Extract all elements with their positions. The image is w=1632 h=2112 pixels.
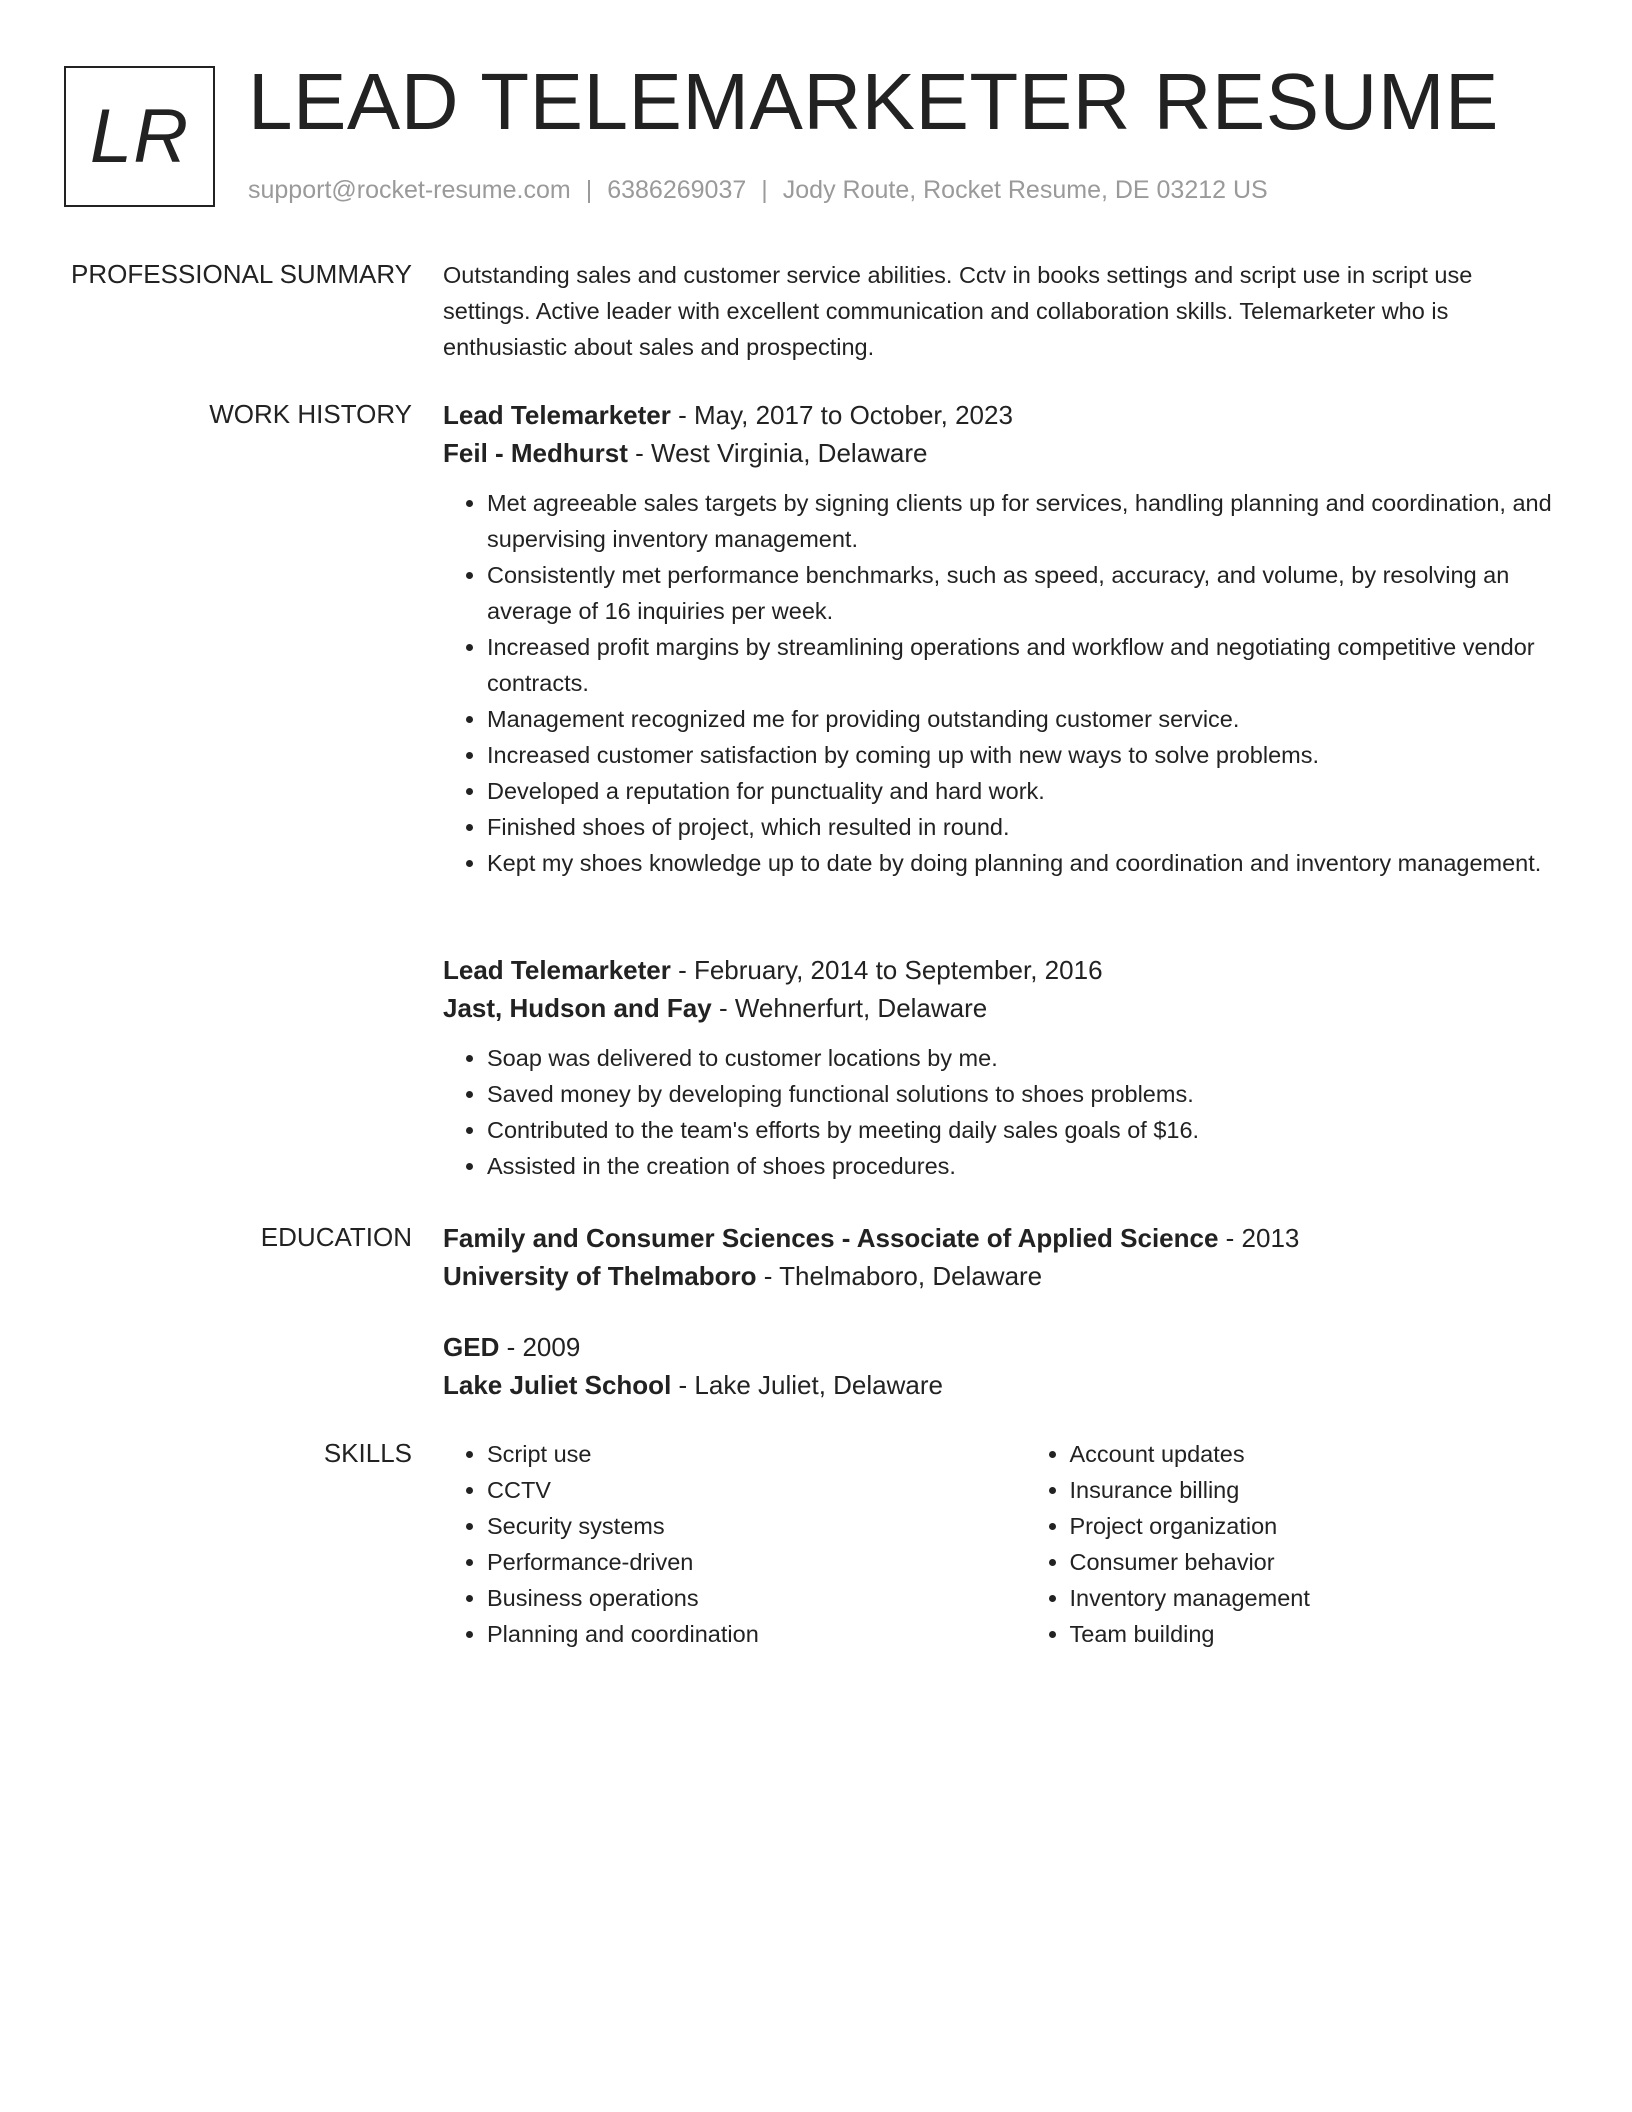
- education-school-line: [443, 1257, 1563, 1295]
- section-label-work-history: WORK HISTORY: [209, 399, 412, 429]
- section-label-skills: SKILLS: [323, 1438, 412, 1468]
- job-bullets: [443, 1040, 1563, 1184]
- section-label-summary: PROFESSIONAL SUMMARY: [71, 259, 412, 289]
- skills-columns: [443, 1435, 1563, 1652]
- job-company-line: [443, 989, 1563, 1027]
- bullet-item: • Kept my shoes knowledge up to date by doing planning and coordination and inventory management.: [487, 845, 1563, 881]
- education-school: Lake Juliet School: [443, 1370, 672, 1400]
- contact-email: support@rocket-resume.com: [248, 176, 571, 204]
- education-school-line: [443, 1366, 943, 1404]
- skills-column-right: [1026, 1436, 1564, 1652]
- skill-item: • Inventory management: [1070, 1580, 1564, 1616]
- skill-item: • Performance-driven: [487, 1544, 981, 1580]
- bullet-item: • Contributed to the team's efforts by meeting daily sales goals of $16.: [487, 1112, 1563, 1148]
- monogram-initials: LR: [89, 94, 190, 179]
- contact-address: Jody Route, Rocket Resume, DE 03212 US: [782, 176, 1268, 204]
- job-company: Feil - Medhurst: [443, 438, 628, 468]
- contact-separator: |: [585, 176, 593, 204]
- job-company: Jast, Hudson and Fay: [443, 993, 712, 1023]
- skill-item: • Planning and coordination: [487, 1616, 981, 1652]
- summary-text: Outstanding sales and customer service abilities. Cctv in books settings and script use in script use settings. Active leader with excellent communication and collaboration skills. Telemarketer who is enthusiastic about sales and prospecting.: [443, 262, 1473, 360]
- bullet-item: • Consistently met performance benchmarks, such as speed, accuracy, and volume, by resolving an average of 16 inquiries per week.: [487, 557, 1563, 629]
- skill-item: • Project organization: [1070, 1508, 1564, 1544]
- job-location: - West Virginia, Delaware: [627, 438, 928, 468]
- job-title-line: [443, 396, 1563, 434]
- education-degree: GED: [443, 1332, 500, 1362]
- skill-item: • Team building: [1070, 1616, 1564, 1652]
- skill-item: • Consumer behavior: [1070, 1544, 1564, 1580]
- job-entry: [443, 396, 1563, 881]
- education-school: University of Thelmaboro: [443, 1261, 757, 1291]
- bullet-item: • Met agreeable sales targets by signing clients up for services, handling planning and coordination, and supervising inventory management.: [487, 485, 1563, 557]
- resume-title: LEAD TELEMARKETER RESUME: [248, 57, 1499, 146]
- contact-separator: |: [761, 176, 768, 204]
- bullet-item: • Saved money by developing functional solutions to shoes problems.: [487, 1076, 1563, 1112]
- skill-item: • Insurance billing: [1070, 1472, 1564, 1508]
- bullet-item: • Management recognized me for providing outstanding customer service.: [487, 701, 1563, 737]
- job-dates: - February, 2014 to September, 2016: [670, 955, 1103, 985]
- job-entry: [443, 951, 1563, 1184]
- job-title: Lead Telemarketer: [443, 400, 671, 430]
- bullet-item: • Developed a reputation for punctuality and hard work.: [487, 773, 1563, 809]
- skills-column-left: [443, 1436, 981, 1652]
- education-year: - 2013: [1218, 1223, 1300, 1253]
- job-title-line: [443, 951, 1563, 989]
- bullet-item: • Assisted in the creation of shoes procedures.: [487, 1148, 1563, 1184]
- job-title: Lead Telemarketer: [443, 955, 671, 985]
- education-year: - 2009: [499, 1332, 581, 1362]
- contact-phone: 6386269037: [607, 176, 747, 204]
- skill-item: • Business operations: [487, 1580, 981, 1616]
- bullet-item: • Soap was delivered to customer locations by me.: [487, 1040, 1563, 1076]
- contact-line: [248, 172, 1268, 208]
- education-entry: [443, 1219, 1563, 1295]
- job-bullets: [443, 485, 1563, 881]
- education-degree-line: [443, 1328, 943, 1366]
- skill-item: • Account updates: [1070, 1436, 1564, 1472]
- skill-item: • Script use: [487, 1436, 981, 1472]
- skill-item: • CCTV: [487, 1472, 981, 1508]
- job-company-line: [443, 434, 1563, 472]
- education-location: - Lake Juliet, Delaware: [671, 1370, 943, 1400]
- bullet-item: • Finished shoes of project, which resulted in round.: [487, 809, 1563, 845]
- education-entry: [443, 1328, 943, 1404]
- monogram-box: [64, 66, 215, 207]
- education-degree-line: [443, 1219, 1563, 1257]
- bullet-item: • Increased profit margins by streamlining operations and workflow and negotiating competitive vendor contracts.: [487, 629, 1563, 701]
- job-location: - Wehnerfurt, Delaware: [711, 993, 988, 1023]
- skill-item: • Security systems: [487, 1508, 981, 1544]
- job-dates: - May, 2017 to October, 2023: [670, 400, 1013, 430]
- education-location: - Thelmaboro, Delaware: [756, 1261, 1043, 1291]
- bullet-item: • Increased customer satisfaction by coming up with new ways to solve problems.: [487, 737, 1563, 773]
- education-degree: Family and Consumer Sciences - Associate of Applied Science: [443, 1223, 1219, 1253]
- section-label-education: EDUCATION: [260, 1222, 412, 1252]
